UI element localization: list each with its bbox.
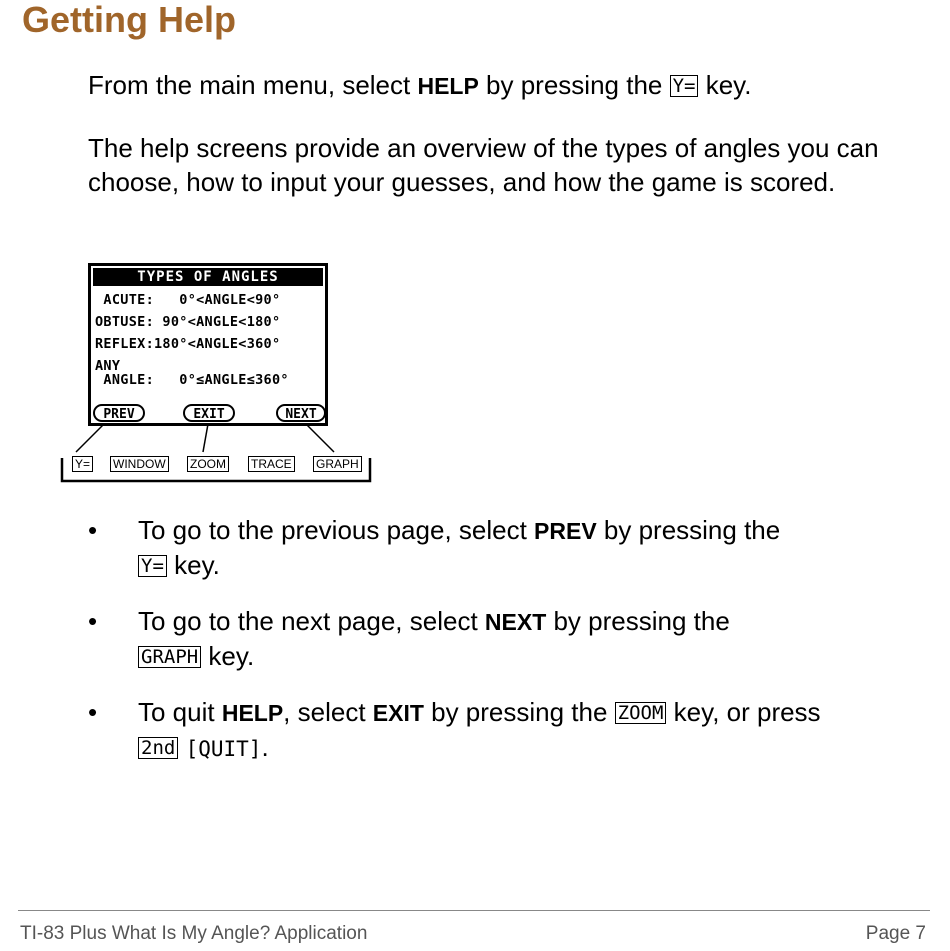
screen-line-obtuse: OBTUSE: 90°<ANGLE<180° xyxy=(95,314,281,330)
trace-key-label: TRACE xyxy=(248,456,295,472)
bullet-next-text-1: To go to the next page, select xyxy=(138,606,485,636)
footer-document-title: TI-83 Plus What Is My Angle? Application xyxy=(20,923,368,944)
bullet-quit-text-5: . xyxy=(261,732,269,762)
bullet-marker: • xyxy=(88,606,98,636)
exit-connector-line xyxy=(203,424,208,452)
second-key: 2nd xyxy=(138,737,178,759)
exit-keyword: EXIT xyxy=(372,700,424,726)
bullet-marker: • xyxy=(88,697,98,727)
graph-key: GRAPH xyxy=(138,646,201,668)
y-equals-key: Y= xyxy=(670,75,699,97)
bullet-prev-text-2: by pressing the xyxy=(596,515,781,545)
zoom-key: ZOOM xyxy=(615,702,667,724)
bullet-quit-text-4: key, or press xyxy=(666,697,821,727)
help-description-paragraph: The help screens provide an overview of the types of angles you can choose, how to input your guesses, and how the game is scored. xyxy=(88,133,879,197)
bullet-marker: • xyxy=(88,515,98,545)
bullet-quit-text-1: To quit xyxy=(138,697,222,727)
screen-line-reflex: REFLEX:180°<ANGLE<360° xyxy=(95,336,281,352)
screen-line-acute: ACUTE: 0°<ANGLE<90° xyxy=(95,292,281,308)
bullet-next xyxy=(138,604,928,673)
screen-prev-button: PREV xyxy=(93,404,145,422)
bullet-quit xyxy=(138,695,928,766)
intro-text-3: key. xyxy=(698,70,752,100)
footer-divider xyxy=(18,910,930,911)
bullet-prev-text-1: To go to the previous page, select xyxy=(138,515,535,545)
intro-text-1: From the main menu, select xyxy=(88,70,418,100)
bullet-next-text-2: by pressing the xyxy=(546,606,730,636)
help-keyword: HELP xyxy=(417,73,479,99)
screen-title: TYPES OF ANGLES xyxy=(93,268,323,286)
prev-keyword: PREV xyxy=(534,518,597,544)
window-key-label: WINDOW xyxy=(110,456,169,472)
next-keyword: NEXT xyxy=(484,609,547,635)
screen-next-button: NEXT xyxy=(276,404,326,422)
screen-exit-button: EXIT xyxy=(183,404,235,422)
bullet-prev-text-3: key. xyxy=(166,550,220,580)
screen-line-any: ANY xyxy=(95,358,121,374)
next-connector-line xyxy=(306,424,334,452)
help-keyword: HELP xyxy=(221,700,284,726)
graph-key-label: GRAPH xyxy=(313,456,362,472)
quit-key: [QUIT] xyxy=(185,737,262,761)
bullet-next-text-3: key. xyxy=(201,641,255,671)
y-equals-key-label: Y= xyxy=(72,456,93,472)
zoom-key-label: ZOOM xyxy=(187,456,229,472)
intro-text-2: by pressing the xyxy=(478,70,670,100)
page-title: Getting Help xyxy=(22,0,236,40)
prev-connector-line xyxy=(76,424,104,452)
footer-page-number: Page 7 xyxy=(865,923,926,944)
bullet-quit-text-3: by pressing the xyxy=(423,697,615,727)
bullet-quit-text-2: , select xyxy=(283,697,373,727)
y-equals-key: Y= xyxy=(138,555,167,577)
bullet-prev xyxy=(138,513,928,582)
quit-key-label: QUIT xyxy=(198,737,249,761)
screen-line-any-angle: ANGLE: 0°≤ANGLE≤360° xyxy=(95,372,289,388)
